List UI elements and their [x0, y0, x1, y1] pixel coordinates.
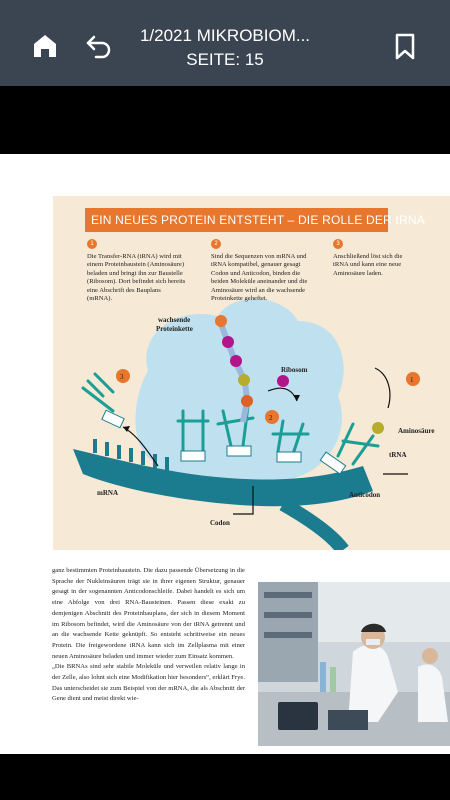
bookmark-icon [389, 30, 421, 62]
article-column [52, 566, 245, 705]
step-1-number: 1 [87, 239, 97, 249]
label-amino: Aminosäure [398, 427, 435, 435]
step-3 [333, 239, 419, 278]
marker-3: 3 [120, 373, 124, 381]
page-number: SEITE: 15 [186, 50, 264, 69]
article-paragraph-1: ganz bestimmten Proteinbaustein. Die dazu passende Übersetzung in die Sprache der Nukleinsäuren trägt sie in ihrer eigenen Struktur, genauer gesagt in der sogenannten Anticodonschleife. Dabei handelt es sich um eine Abfolge von drei RNA-Bausteinen. Passen diese exakt zu demjenigen Abschnitt des Proteinbauplans, der sich in diesem Moment im Ribosom befindet, wird die Aminosäure von der tRNA getrennt und an die wachsende Kette geknüpft. So entsteht schrittweise ein neues Protein. Die freigewordene tRNA kann sich im Zellplasma mit einer neuen Aminosäure beladen und immer wieder zum Einsatz kommen. [52, 567, 245, 660]
step-2-number: 2 [211, 239, 221, 249]
step-2 [211, 239, 315, 303]
home-button[interactable] [29, 30, 61, 62]
trna-infographic [53, 196, 450, 550]
lab-photo [258, 582, 450, 746]
marker-1: 1 [410, 376, 414, 384]
label-anticodon: Anticodon [349, 491, 381, 499]
step-3-text: Anschließend löst sich die tRNA und kann eine neue Aminosäure laden. [333, 253, 403, 277]
label-mrna: mRNA [97, 489, 118, 497]
home-icon [29, 30, 61, 62]
infographic-title: EIN NEUES PROTEIN ENTSTEHT – DIE ROLLE DER tRNA [85, 208, 388, 232]
marker-2: 2 [269, 414, 273, 422]
reader-toolbar [0, 0, 450, 86]
label-chain-1: wachsende [158, 316, 191, 324]
step-3-number: 3 [333, 239, 343, 249]
step-1 [87, 239, 187, 303]
bottom-nav-area [0, 754, 450, 800]
step-2-text: Sind die Sequenzen von mRNA und tRNA kompatibel, genauer gesagt Codon und Anticodon, binden die beiden Moleküle aneinander und die Aminosäure wird an die wachsende Proteinkette geheftet. [211, 253, 308, 303]
title-block [110, 24, 340, 72]
label-chain-2: Proteinkette [156, 325, 193, 333]
lab-scene-image [258, 582, 450, 746]
article-paragraph-2: „Die BRNAs sind sehr stabile Moleküle und verweilen relativ lange in der Zelle, also lohnt sich eine Modifikation hier besonders“, erklärt Frye. Das unterscheidet sie zum Beispiel von der mRNA, die als Abschnitt der Gene dient und meist direkt wie- [52, 663, 245, 703]
label-ribosome: Ribosom [281, 366, 308, 374]
magazine-page[interactable] [0, 154, 450, 754]
label-trna: tRNA [389, 451, 407, 459]
step-1-text: Die Transfer-RNA (tRNA) wird mit einem Proteinbaustein (Aminosäure) beladen und bringt ihn zur Baustelle (Ribosom). Dort befindet sich bereits eine Abschrift des Bauplans (mRNA). [87, 253, 186, 303]
bookmark-button[interactable] [389, 30, 421, 62]
label-codon: Codon [210, 519, 230, 527]
issue-title: 1/2021 MIKROBIOM... [139, 26, 311, 45]
